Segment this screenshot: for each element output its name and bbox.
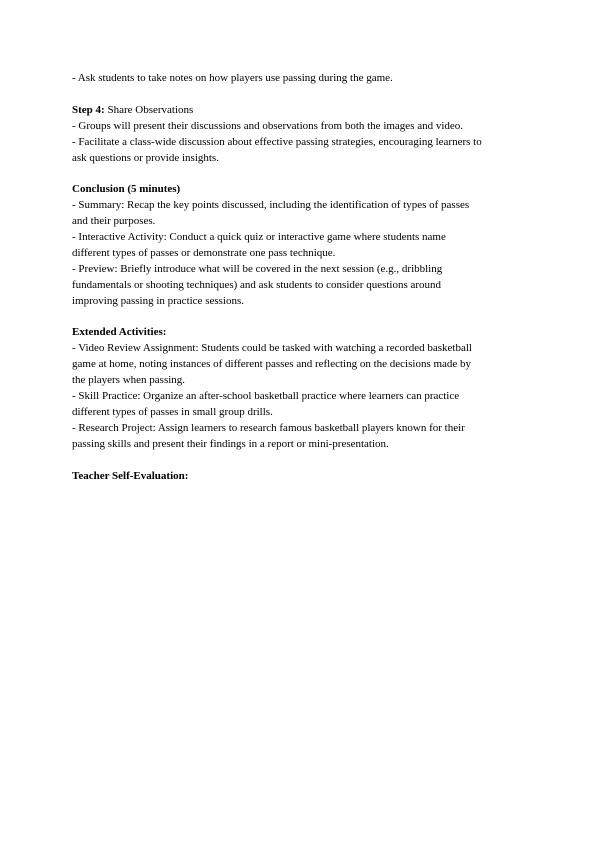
self-evaluation-heading: Teacher Self-Evaluation: <box>72 469 189 482</box>
conclusion-line: and their purposes. <box>72 215 156 228</box>
extended-line: different types of passes in small group drills. <box>72 405 273 418</box>
extended-line: game at home, noting instances of different passes and reflecting on the decisions made by <box>72 358 472 371</box>
conclusion-line: different types of passes or demonstrate one pass technique. <box>72 246 336 259</box>
extended-activities-heading: Extended Activities: <box>72 326 167 339</box>
step4-line: - Groups will present their discussions and observations from both the images and video. <box>72 119 464 132</box>
spacer <box>72 166 532 182</box>
conclusion-heading: Conclusion (5 minutes) <box>72 183 181 196</box>
extended-line: the players when passing. <box>72 374 186 387</box>
conclusion-line: - Interactive Activity: Conduct a quick quiz or interactive game where students name <box>72 231 446 244</box>
extended-line: passing skills and present their findings in a report or mini-presentation. <box>72 437 389 450</box>
conclusion-line: improving passing in practice sessions. <box>72 294 245 307</box>
conclusion-line: fundamentals or shooting techniques) and ask students to consider questions around <box>72 278 442 291</box>
extended-line: - Research Project: Assign learners to research famous basketball players known for their <box>72 421 465 434</box>
spacer <box>72 87 532 103</box>
intro-paragraph <box>72 71 532 87</box>
spacer <box>72 310 532 326</box>
step4-section <box>72 103 532 167</box>
intro-line: - Ask students to take notes on how players use passing during the game. <box>72 72 393 84</box>
step4-heading-label: Step 4: <box>72 103 105 116</box>
step4-heading-title: Share Observations <box>104 103 194 116</box>
step4-line: ask questions or provide insights. <box>72 151 219 164</box>
document-page <box>72 71 532 485</box>
self-evaluation-section <box>72 469 532 485</box>
extended-line: - Skill Practice: Organize an after-school basketball practice where learners can practice <box>72 390 460 403</box>
step4-line: - Facilitate a class-wide discussion about effective passing strategies, encouraging learners to <box>72 135 482 148</box>
step4-heading <box>72 103 532 119</box>
conclusion-line: - Preview: Briefly introduce what will be covered in the next session (e.g., dribbling <box>72 262 443 275</box>
extended-activities-section <box>72 325 532 452</box>
spacer <box>72 453 532 469</box>
conclusion-section <box>72 182 532 309</box>
conclusion-line: - Summary: Recap the key points discussed, including the identification of types of passes <box>72 199 470 212</box>
extended-line: - Video Review Assignment: Students could be tasked with watching a recorded basketball <box>72 342 472 355</box>
